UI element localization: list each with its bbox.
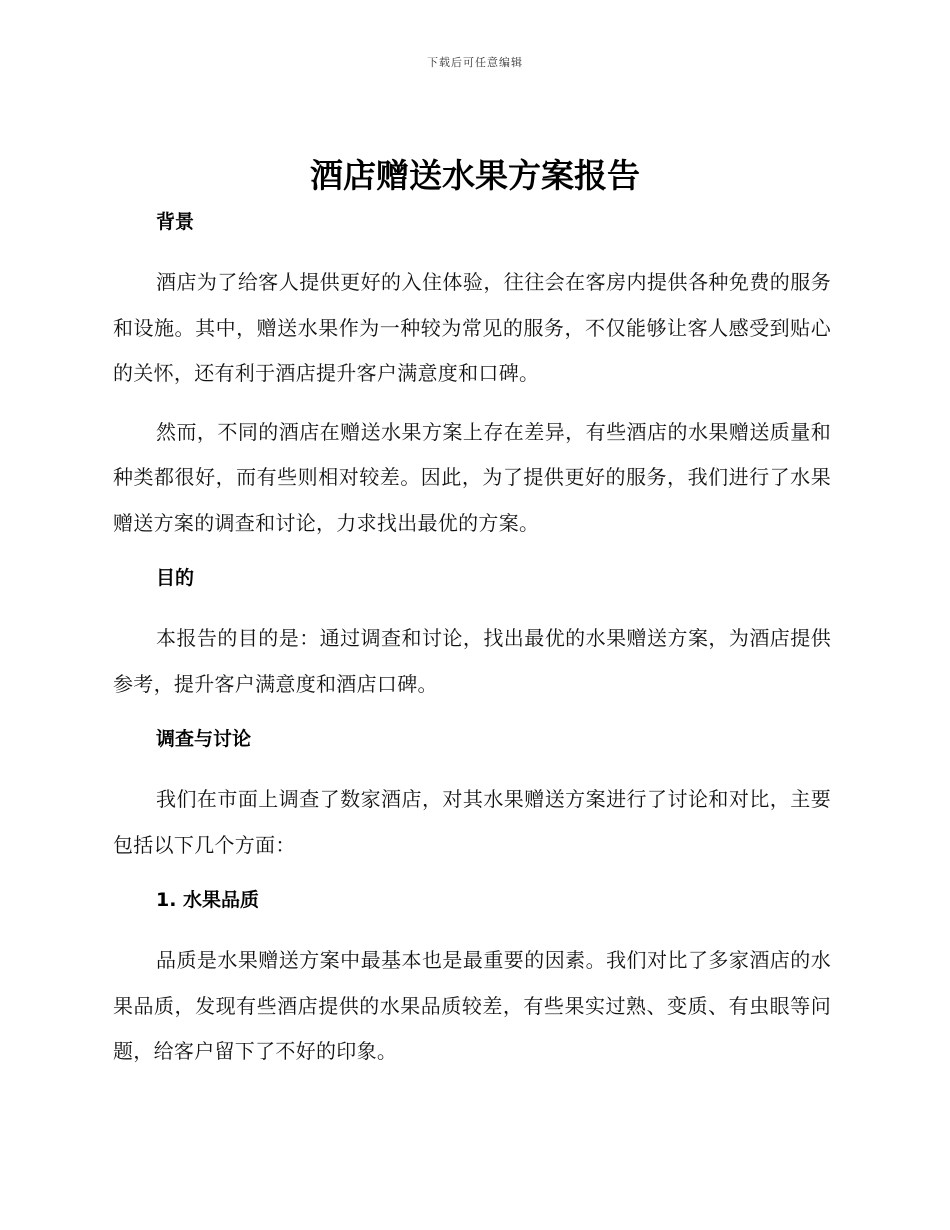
document-title: 酒店赠送水果方案报告 xyxy=(310,156,640,195)
spacer xyxy=(113,868,831,884)
paragraph: 酒店为了给客人提供更好的入住体验，往往会在客房内提供各种免费的服务和设施。其中，赠送水果作为一种较为常见的服务，不仅能够让客人感受到贴心的关怀，还有利于酒店提升客户满意度和口碑。 xyxy=(113,270,831,385)
page-header-note: 下载后可任意编辑 xyxy=(427,56,523,69)
section-heading-background: 背景 xyxy=(156,211,195,233)
document-body xyxy=(113,206,831,1075)
spacer xyxy=(113,397,831,410)
spacer xyxy=(113,707,831,723)
paragraph: 然而，不同的酒店在赠送水果方案上存在差异，有些酒店的水果赠送质量和种类都很好，而有些则相对较差。因此，为了提供更好的服务，我们进行了水果赠送方案的调查和讨论，力求找出最优的方案。 xyxy=(113,419,831,535)
section-heading-survey: 调查与讨论 xyxy=(156,728,252,750)
spacer xyxy=(113,594,831,616)
spacer xyxy=(113,755,831,777)
spacer xyxy=(113,546,831,562)
paragraph: 本报告的目的是：通过调查和讨论，找出最优的水果赠送方案，为酒店提供参考，提升客户满意度和酒店口碑。 xyxy=(113,626,831,696)
paragraph: 我们在市面上调查了数家酒店，对其水果赠送方案进行了讨论和对比，主要包括以下几个方面： xyxy=(113,787,831,857)
paragraph: 品质是水果赠送方案中最基本也是最重要的因素。我们对比了多家酒店的水果品质，发现有些酒店提供的水果品质较差，有些果实过熟、变质、有虫眼等问题，给客户留下了不好的印象。 xyxy=(113,948,831,1063)
section-heading-fruit-quality: 1. 水果品质 xyxy=(156,889,260,911)
section-heading-purpose: 目的 xyxy=(156,567,195,589)
spacer xyxy=(113,238,831,260)
spacer xyxy=(113,916,831,938)
